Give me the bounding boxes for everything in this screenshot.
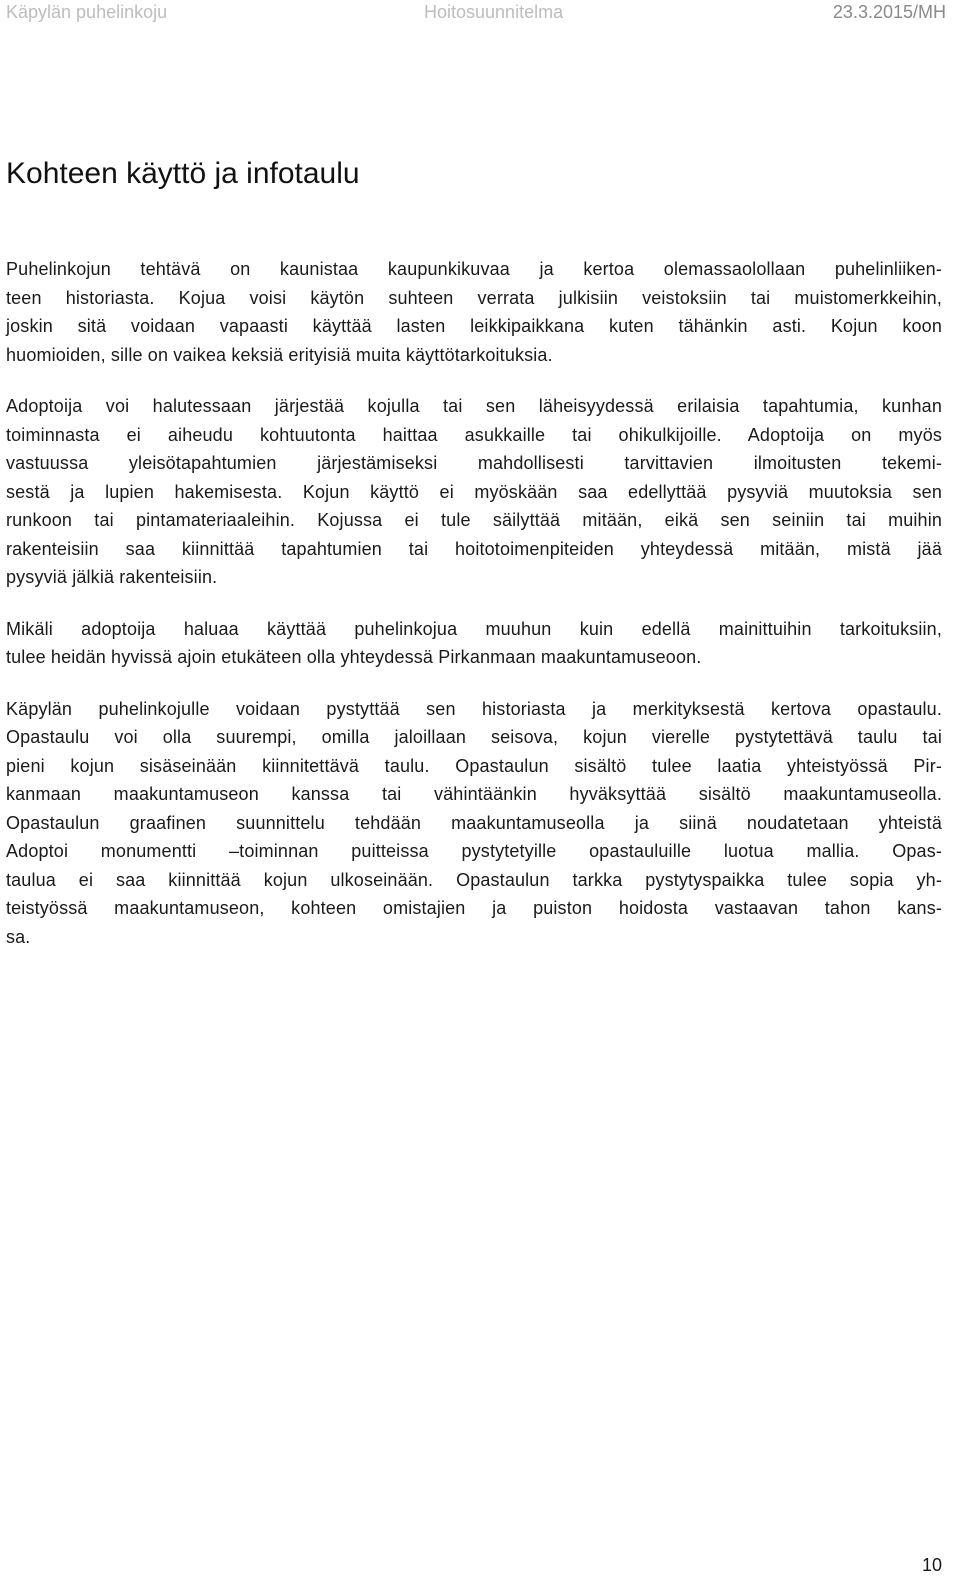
paragraph-line: sa. [6, 926, 31, 947]
paragraph-line: teen historiasta. Kojua voisi käytön suhteen verrata julkisiin veistoksiin tai muistomerkkeihin, [6, 287, 942, 308]
paragraph-info-board [6, 695, 942, 952]
paragraph-line: huomioiden, sille on vaikea keksiä erityisiä muita käyttötarkoituksia. [6, 344, 553, 365]
paragraph-line: pysyviä jälkiä rakenteisiin. [6, 567, 218, 587]
paragraph-line: vastuussa yleisötapahtumien järjestämiseksi mahdollisesti tarvittavien ilmoitusten tekemi- [6, 453, 942, 473]
paragraph-line: runkoon tai pintamateriaaleihin. Kojussa ei tule säilyttää mitään, eikä sen seiniin tai muihin [6, 510, 942, 530]
paragraph-line: tulee heidän hyvissä ajoin etukäteen olla yhteydessä Pirkanmaan maakuntamuseoon. [6, 647, 702, 667]
paragraph-line: rakenteisiin saa kiinnittää tapahtumien tai hoitotoimenpiteiden yhteydessä mitään, mistä jää [6, 538, 942, 559]
paragraph-line: Adoptoija voi halutessaan järjestää kojulla tai sen läheisyydessä erilaisia tapahtumia, kunhan [6, 396, 942, 416]
paragraph-line: taulua ei saa kiinnittää kojun ulkoseinään. Opastaulun tarkka pystytyspaikka tulee sopia yh- [6, 869, 942, 890]
header-date-author: 23.3.2015/MH [832, 2, 946, 22]
paragraph-line: Adoptoi monumentti –toiminnan puitteissa pystytetyille opastauluille luotua mallia. Opas- [6, 841, 942, 861]
header-section-name: Hoitosuunnitelma [424, 2, 564, 22]
page-number: 10 [921, 1555, 942, 1575]
paragraph-line: kanmaan maakuntamuseon kanssa tai vähintäänkin hyväksyttää sisältö maakuntamuseolla. [6, 784, 942, 804]
paragraph-other-use [6, 615, 942, 672]
body-text [6, 255, 942, 974]
paragraph-line: Opastaulun graafinen suunnittelu tehdään maakuntamuseolla ja siinä noudatetaan yhteistä [6, 812, 942, 833]
paragraph-line: Puhelinkojun tehtävä on kaunistaa kaupunkikuvaa ja kertoa olemassaolollaan puhelinliiken- [6, 259, 942, 279]
paragraph-line: Mikäli adoptoija haluaa käyttää puhelinkojua muuhun kuin edellä mainittuihin tarkoituksiin, [6, 618, 942, 639]
paragraph-line: pieni kojun sisäseinään kiinnitettävä taulu. Opastaulun sisältö tulee laatia yhteistyössä Pir- [6, 755, 942, 776]
header-document-name: Käpylän puhelinkoju [6, 2, 168, 22]
paragraph-events [6, 392, 942, 592]
paragraph-line: toiminnasta ei aiheudu kohtuutonta haittaa asukkaille tai ohikulkijoille. Adoptoija on myös [6, 424, 942, 445]
paragraph-line: teistyössä maakuntamuseon, kohteen omistajien ja puiston hoidosta vastaavan tahon kans- [6, 898, 942, 918]
paragraph-line: sestä ja lupien hakemisesta. Kojun käyttö ei myöskään saa edellyttää pysyviä muutoksia sen [6, 481, 942, 502]
running-header [6, 0, 946, 24]
paragraph-line: Käpylän puhelinkojulle voidaan pystyttää sen historiasta ja merkityksestä kertova opastaulu. [6, 698, 942, 719]
paragraph-line: Opastaulu voi olla suurempi, omilla jaloillaan seisova, kojun vierelle pystytettävä taulu tai [6, 727, 942, 747]
paragraph-line: joskin sitä voidaan vapaasti käyttää lasten leikkipaikkana kuten tähänkin asti. Kojun koon [6, 316, 942, 336]
page-title: Kohteen käyttö ja infotaulu [6, 157, 360, 190]
paragraph-usage [6, 255, 942, 369]
